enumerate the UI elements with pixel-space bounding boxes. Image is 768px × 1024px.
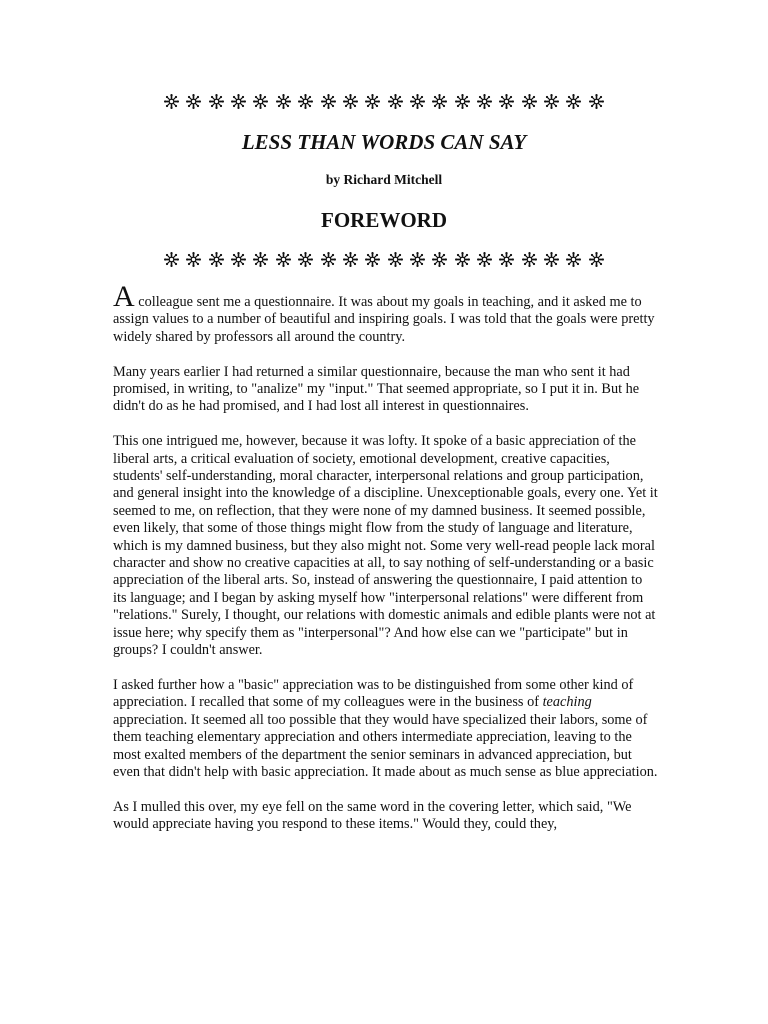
body-text xyxy=(113,280,658,851)
asterisk-flower-icon xyxy=(209,94,224,109)
asterisk-flower-icon xyxy=(298,252,313,267)
paragraph: Many years earlier I had returned a similar questionnaire, because the man who sent it had promised, in writing, to "analize" my "input." That seemed appropriate, so I put it in. But he didn't do as he had promised, and I had lost all interest in questionnaires. xyxy=(113,363,640,415)
asterisk-flower-icon xyxy=(388,94,403,109)
asterisk-flower-icon xyxy=(522,94,537,109)
asterisk-flower-icon xyxy=(566,252,581,267)
asterisk-flower-icon xyxy=(298,94,313,109)
asterisk-flower-icon xyxy=(276,94,291,109)
asterisk-flower-icon xyxy=(544,94,559,109)
asterisk-flower-icon xyxy=(276,252,291,267)
paragraph: This one intrigued me, however, because it was lofty. It spoke of a basic appreciation of the liberal arts, a critical evaluation of society, emotional development, creative capacities, students' self-understanding, moral character, interpersonal relations and group participation, and general insight into the knowledge of a discipline. Unexceptionable goals, every one. Yet it seemed to me, on reflection, that they were none of my damned business. It seemed possible, even likely, that some of those things might flow from the study of language and literature, which is my damned business, but they also might not. Some very well-read people lack moral character and show no creative capacities at all, to say nothing of self-understanding or a basic appreciation of the liberal arts. So, instead of answering the questionnaire, I paid attention to its language; and I began by asking myself how "interpersonal relations" were different from "relations." Surely, I thought, our relations with domestic animals and edible plants were not at issue here; why specify them as "interpersonal"? And how else can we "participate" but in groups? I couldn't answer. xyxy=(113,433,658,659)
asterisk-flower-icon xyxy=(343,94,358,109)
asterisk-flower-icon xyxy=(522,252,537,267)
emphasis-text: teaching xyxy=(542,694,592,711)
asterisk-flower-icon xyxy=(209,252,224,267)
asterisk-flower-icon xyxy=(231,252,246,267)
document-title: LESS THAN WORDS CAN SAY xyxy=(241,130,527,154)
asterisk-flower-icon xyxy=(253,252,268,267)
asterisk-flower-icon xyxy=(589,252,604,267)
asterisk-flower-icon xyxy=(589,94,604,109)
ornament-divider-top xyxy=(164,92,604,110)
asterisk-flower-icon xyxy=(343,252,358,267)
asterisk-flower-icon xyxy=(499,252,514,267)
drop-cap: A xyxy=(113,280,135,313)
asterisk-flower-icon xyxy=(410,94,425,109)
asterisk-flower-icon xyxy=(164,94,179,109)
asterisk-flower-icon xyxy=(432,94,447,109)
asterisk-flower-icon xyxy=(321,252,336,267)
asterisk-flower-icon xyxy=(544,252,559,267)
section-heading: FOREWORD xyxy=(321,208,447,232)
author-byline: by Richard Mitchell xyxy=(325,172,443,187)
paragraph-text: I asked further how a "basic" appreciation was to be distinguished from some other kind of appreciation. I recalled that some of my colleagues were in the business of xyxy=(113,676,634,711)
asterisk-flower-icon xyxy=(164,252,179,267)
asterisk-flower-icon xyxy=(231,94,246,109)
asterisk-flower-icon xyxy=(388,252,403,267)
asterisk-flower-icon xyxy=(455,252,470,267)
paragraph xyxy=(113,280,658,346)
asterisk-flower-icon xyxy=(499,94,514,109)
paragraph-text: appreciation. It seemed all too possible that they would have specialized their labors, some of them teaching elementary appreciation and others intermediate appreciation, leaving to the most exalted members of the department the senior seminars in advanced appreciation, but even that didn't help with basic appreciation. It made about as much sense as blue appreciation. xyxy=(113,711,658,780)
asterisk-flower-icon xyxy=(365,94,380,109)
asterisk-flower-icon xyxy=(566,94,581,109)
asterisk-flower-icon xyxy=(321,94,336,109)
asterisk-flower-icon xyxy=(186,94,201,109)
asterisk-flower-icon xyxy=(410,252,425,267)
asterisk-flower-icon xyxy=(365,252,380,267)
paragraph-text: colleague sent me a questionnaire. It was about my goals in teaching, and it asked me to assign values to a number of beautiful and inspiring goals. I was told that the goals were pretty widely shared by professors all around the country. xyxy=(113,294,655,345)
asterisk-flower-icon xyxy=(477,252,492,267)
asterisk-flower-icon xyxy=(432,252,447,267)
ornament-divider-bottom xyxy=(164,250,604,268)
asterisk-flower-icon xyxy=(455,94,470,109)
paragraph xyxy=(113,677,658,781)
paragraph: As I mulled this over, my eye fell on the same word in the covering letter, which said, "We would appreciate having you respond to these items." Would they, could they, xyxy=(113,798,632,833)
asterisk-flower-icon xyxy=(477,94,492,109)
asterisk-flower-icon xyxy=(186,252,201,267)
asterisk-flower-icon xyxy=(253,94,268,109)
